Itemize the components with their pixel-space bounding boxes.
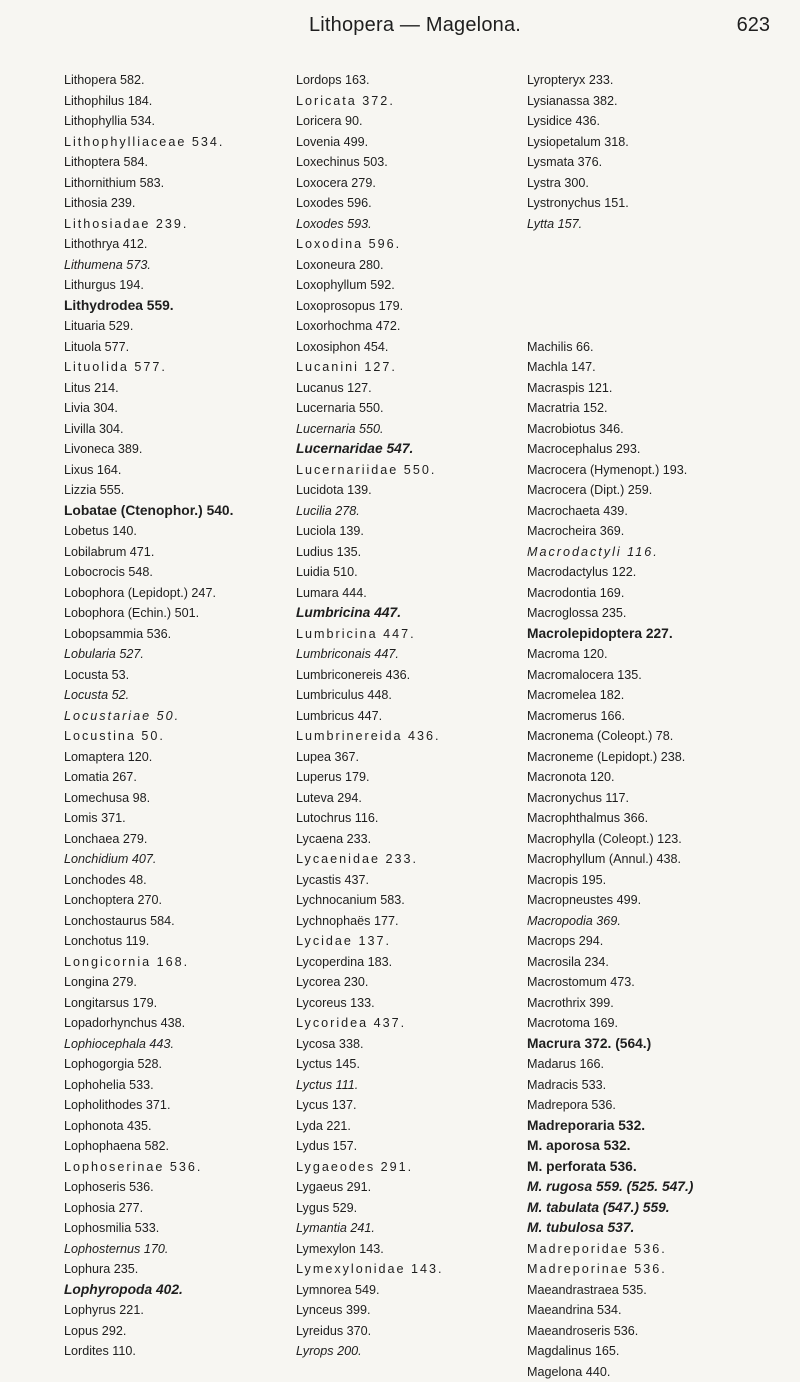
index-entry: Lyda 221. [296, 1116, 444, 1137]
index-column-1 [64, 70, 233, 1362]
index-entry: Lystronychus 151. [527, 193, 693, 214]
index-entry: Loxorhochma 472. [296, 316, 444, 337]
index-entry: Lyctus 111. [296, 1075, 444, 1096]
index-entry: Lytta 157. [527, 214, 693, 235]
index-entry: Lopholithodes 371. [64, 1095, 233, 1116]
index-entry: Lysianassa 382. [527, 91, 693, 112]
index-entry: Macromalocera 135. [527, 665, 693, 686]
index-entry: Lycidae 137. [296, 931, 444, 952]
index-entry: Lucernariidae 550. [296, 460, 444, 481]
index-entry: Lordites 110. [64, 1341, 233, 1362]
index-entry: Lysidice 436. [527, 111, 693, 132]
index-entry: Lobilabrum 471. [64, 542, 233, 563]
index-entry: Locusta 53. [64, 665, 233, 686]
index-entry: Lithosiadae 239. [64, 214, 233, 235]
index-entry: Lixus 164. [64, 460, 233, 481]
running-title: Lithopera — Magelona. [60, 14, 770, 37]
index-entry: Lupea 367. [296, 747, 444, 768]
index-entry: Luteva 294. [296, 788, 444, 809]
index-entry: Lucanus 127. [296, 378, 444, 399]
index-entry: Lychnocanium 583. [296, 890, 444, 911]
index-entry: Lygaeodes 291. [296, 1157, 444, 1178]
index-entry: Macropodia 369. [527, 911, 693, 932]
index-entry: Lydus 157. [296, 1136, 444, 1157]
index-entry: Lobetus 140. [64, 521, 233, 542]
index-entry: Lithothrya 412. [64, 234, 233, 255]
index-entry: Lonchoptera 270. [64, 890, 233, 911]
index-entry: Lycaena 233. [296, 829, 444, 850]
index-entry: Lithophilus 184. [64, 91, 233, 112]
index-entry: Lithydrodea 559. [64, 296, 233, 317]
index-entry: Lumbricina 447. [296, 624, 444, 645]
index-entry: Lophosia 277. [64, 1198, 233, 1219]
index-column-3 [527, 70, 693, 1382]
index-entry: Lyctus 145. [296, 1054, 444, 1075]
index-entry: Lumara 444. [296, 583, 444, 604]
index-entry: Lomaptera 120. [64, 747, 233, 768]
index-entry: Lituolida 577. [64, 357, 233, 378]
index-entry: Lobophora (Lepidopt.) 247. [64, 583, 233, 604]
index-entry: Lymexylon 143. [296, 1239, 444, 1260]
index-entry: Lithoptera 584. [64, 152, 233, 173]
index-entry: Machla 147. [527, 357, 693, 378]
index-entry: Loxocera 279. [296, 173, 444, 194]
index-entry: Magelona 440. [527, 1362, 693, 1382]
index-entry: Lithopera 582. [64, 70, 233, 91]
index-entry: Madreporinae 536. [527, 1259, 693, 1280]
index-entry: Lycosa 338. [296, 1034, 444, 1055]
index-entry: Magdalinus 165. [527, 1341, 693, 1362]
column-gap [527, 234, 693, 337]
index-entry: Luciola 139. [296, 521, 444, 542]
index-entry: Lycoridea 437. [296, 1013, 444, 1034]
page-number: 623 [737, 14, 770, 37]
index-entry: Lophosmilia 533. [64, 1218, 233, 1239]
index-entry: Macronychus 117. [527, 788, 693, 809]
index-entry: Madreporidae 536. [527, 1239, 693, 1260]
index-entry: Luidia 510. [296, 562, 444, 583]
index-entry: Macrothrix 399. [527, 993, 693, 1014]
index-entry: Madreporaria 532. [527, 1116, 693, 1137]
index-entry: Lophogorgia 528. [64, 1054, 233, 1075]
index-entry: Lophonota 435. [64, 1116, 233, 1137]
index-entry: Macropneustes 499. [527, 890, 693, 911]
index-entry: Macraspis 121. [527, 378, 693, 399]
index-entry: Lonchotus 119. [64, 931, 233, 952]
index-entry: Macrocera (Hymenopt.) 193. [527, 460, 693, 481]
index-entry: Macrophylla (Coleopt.) 123. [527, 829, 693, 850]
index-entry: Livilla 304. [64, 419, 233, 440]
index-entry: Lophosternus 170. [64, 1239, 233, 1260]
index-entry: Lumbriconereis 436. [296, 665, 444, 686]
index-entry: Macroneme (Lepidopt.) 238. [527, 747, 693, 768]
index-entry: Lopadorhynchus 438. [64, 1013, 233, 1034]
index-entry: M. tubulosa 537. [527, 1218, 693, 1239]
index-entry: Lucilia 278. [296, 501, 444, 522]
index-entry: M. rugosa 559. (525. 547.) [527, 1177, 693, 1198]
index-entry: Lithumena 573. [64, 255, 233, 276]
index-entry: Lumbrinereida 436. [296, 726, 444, 747]
index-entry: Lomatia 267. [64, 767, 233, 788]
index-entry: Lomechusa 98. [64, 788, 233, 809]
index-entry: Lophoseris 536. [64, 1177, 233, 1198]
index-entry: Lycastis 437. [296, 870, 444, 891]
index-entry: Macrotoma 169. [527, 1013, 693, 1034]
index-entry: Lophophaena 582. [64, 1136, 233, 1157]
index-entry: Machilis 66. [527, 337, 693, 358]
index-entry: Macrosila 234. [527, 952, 693, 973]
index-entry: Lithurgus 194. [64, 275, 233, 296]
index-entry: Loxophyllum 592. [296, 275, 444, 296]
index-entry: Macrura 372. (564.) [527, 1034, 693, 1055]
index-entry: Lophura 235. [64, 1259, 233, 1280]
index-entry: Lumbricina 447. [296, 603, 444, 624]
index-entry: Macrodactyli 116. [527, 542, 693, 563]
index-entry: Lycorea 230. [296, 972, 444, 993]
index-entry: Lonchodes 48. [64, 870, 233, 891]
index-entry: M. tabulata (547.) 559. [527, 1198, 693, 1219]
index-entry: Macroglossa 235. [527, 603, 693, 624]
index-column-2 [296, 70, 444, 1362]
index-entry: Madrepora 536. [527, 1095, 693, 1116]
index-entry: Lophyropoda 402. [64, 1280, 233, 1301]
index-entry: Maeandrina 534. [527, 1300, 693, 1321]
index-entry: Lizzia 555. [64, 480, 233, 501]
index-entry: Macronota 120. [527, 767, 693, 788]
index-entry: Lituaria 529. [64, 316, 233, 337]
index-entry: Loxodina 596. [296, 234, 444, 255]
index-entry: Lobularia 527. [64, 644, 233, 665]
index-entry: Loxechinus 503. [296, 152, 444, 173]
index-entry: Locustariae 50. [64, 706, 233, 727]
index-entry: Macrolepidoptera 227. [527, 624, 693, 645]
index-entry: Macrostomum 473. [527, 972, 693, 993]
index-entry: Lygaeus 291. [296, 1177, 444, 1198]
index-entry: Lystra 300. [527, 173, 693, 194]
index-entry: Macroma 120. [527, 644, 693, 665]
index-entry: Lithophylliaceae 534. [64, 132, 233, 153]
index-entry: Lycus 137. [296, 1095, 444, 1116]
index-entry: Lobocrocis 548. [64, 562, 233, 583]
index-entry: M. perforata 536. [527, 1157, 693, 1178]
index-entry: Madracis 533. [527, 1075, 693, 1096]
index-entry: Maeandroseris 536. [527, 1321, 693, 1342]
index-entry: Loxosiphon 454. [296, 337, 444, 358]
index-entry: Lophohelia 533. [64, 1075, 233, 1096]
index-entry: Lonchidium 407. [64, 849, 233, 870]
index-entry: Lobophora (Echin.) 501. [64, 603, 233, 624]
index-entry: Lutochrus 116. [296, 808, 444, 829]
index-entry: Lonchostaurus 584. [64, 911, 233, 932]
index-entry: M. aporosa 532. [527, 1136, 693, 1157]
index-entry: Ludius 135. [296, 542, 444, 563]
index-entry: Macrophyllum (Annul.) 438. [527, 849, 693, 870]
index-entry: Madarus 166. [527, 1054, 693, 1075]
index-entry: Lobopsammia 536. [64, 624, 233, 645]
index-entry: Lophyrus 221. [64, 1300, 233, 1321]
index-entry: Lordops 163. [296, 70, 444, 91]
index-entry: Lynceus 399. [296, 1300, 444, 1321]
index-entry: Lychnophaës 177. [296, 911, 444, 932]
index-entry: Locusta 52. [64, 685, 233, 706]
index-entry: Macromelea 182. [527, 685, 693, 706]
index-entry: Lycoperdina 183. [296, 952, 444, 973]
index-entry: Lumbriculus 448. [296, 685, 444, 706]
index-entry: Loricata 372. [296, 91, 444, 112]
index-entry: Macrocera (Dipt.) 259. [527, 480, 693, 501]
index-entry: Loxoprosopus 179. [296, 296, 444, 317]
index-entry: Lovenia 499. [296, 132, 444, 153]
index-entry: Lucernaria 550. [296, 419, 444, 440]
index-entry: Lopus 292. [64, 1321, 233, 1342]
index-entry: Lithophyllia 534. [64, 111, 233, 132]
index-entry: Livia 304. [64, 398, 233, 419]
index-entry: Loxoneura 280. [296, 255, 444, 276]
index-entry: Lobatae (Ctenophor.) 540. [64, 501, 233, 522]
index-entry: Lymnorea 549. [296, 1280, 444, 1301]
index-entry: Macrophthalmus 366. [527, 808, 693, 829]
index-entry: Litus 214. [64, 378, 233, 399]
page-header [60, 10, 770, 46]
index-entry: Lophiocephala 443. [64, 1034, 233, 1055]
index-entry: Lycaenidae 233. [296, 849, 444, 870]
index-entry: Loxodes 596. [296, 193, 444, 214]
index-entry: Macrops 294. [527, 931, 693, 952]
index-entry: Longicornia 168. [64, 952, 233, 973]
index-entry: Lituola 577. [64, 337, 233, 358]
index-entry: Macropis 195. [527, 870, 693, 891]
index-entry: Lucernaridae 547. [296, 439, 444, 460]
index-entry: Lyropteryx 233. [527, 70, 693, 91]
index-entry: Lomis 371. [64, 808, 233, 829]
index-entry: Lonchaea 279. [64, 829, 233, 850]
index-entry: Macratria 152. [527, 398, 693, 419]
index-entry: Lysiopetalum 318. [527, 132, 693, 153]
index-entry: Lumbricus 447. [296, 706, 444, 727]
index-entry: Macrobiotus 346. [527, 419, 693, 440]
index-entry: Lygus 529. [296, 1198, 444, 1219]
index-entry: Lucidota 139. [296, 480, 444, 501]
index-entry: Macrodontia 169. [527, 583, 693, 604]
index-entry: Longina 279. [64, 972, 233, 993]
index-entry: Lucernaria 550. [296, 398, 444, 419]
index-entry: Loricera 90. [296, 111, 444, 132]
index-entry: Macrodactylus 122. [527, 562, 693, 583]
index-entry: Maeandrastraea 535. [527, 1280, 693, 1301]
index-entry: Lumbriconais 447. [296, 644, 444, 665]
index-entry: Macromerus 166. [527, 706, 693, 727]
index-entry: Lycoreus 133. [296, 993, 444, 1014]
index-entry: Lithosia 239. [64, 193, 233, 214]
index-entry: Lithornithium 583. [64, 173, 233, 194]
index-entry: Lysmata 376. [527, 152, 693, 173]
index-entry: Livoneca 389. [64, 439, 233, 460]
index-entry: Luperus 179. [296, 767, 444, 788]
index-entry: Macronema (Coleopt.) 78. [527, 726, 693, 747]
index-entry: Lymantia 241. [296, 1218, 444, 1239]
index-entry: Macrocheira 369. [527, 521, 693, 542]
index-entry: Longitarsus 179. [64, 993, 233, 1014]
index-entry: Macrocephalus 293. [527, 439, 693, 460]
index-entry: Lophoserinae 536. [64, 1157, 233, 1178]
index-entry: Lyrops 200. [296, 1341, 444, 1362]
index-entry: Locustina 50. [64, 726, 233, 747]
index-entry: Lucanini 127. [296, 357, 444, 378]
index-entry: Lyreidus 370. [296, 1321, 444, 1342]
index-entry: Macrochaeta 439. [527, 501, 693, 522]
index-entry: Loxodes 593. [296, 214, 444, 235]
index-entry: Lymexylonidae 143. [296, 1259, 444, 1280]
